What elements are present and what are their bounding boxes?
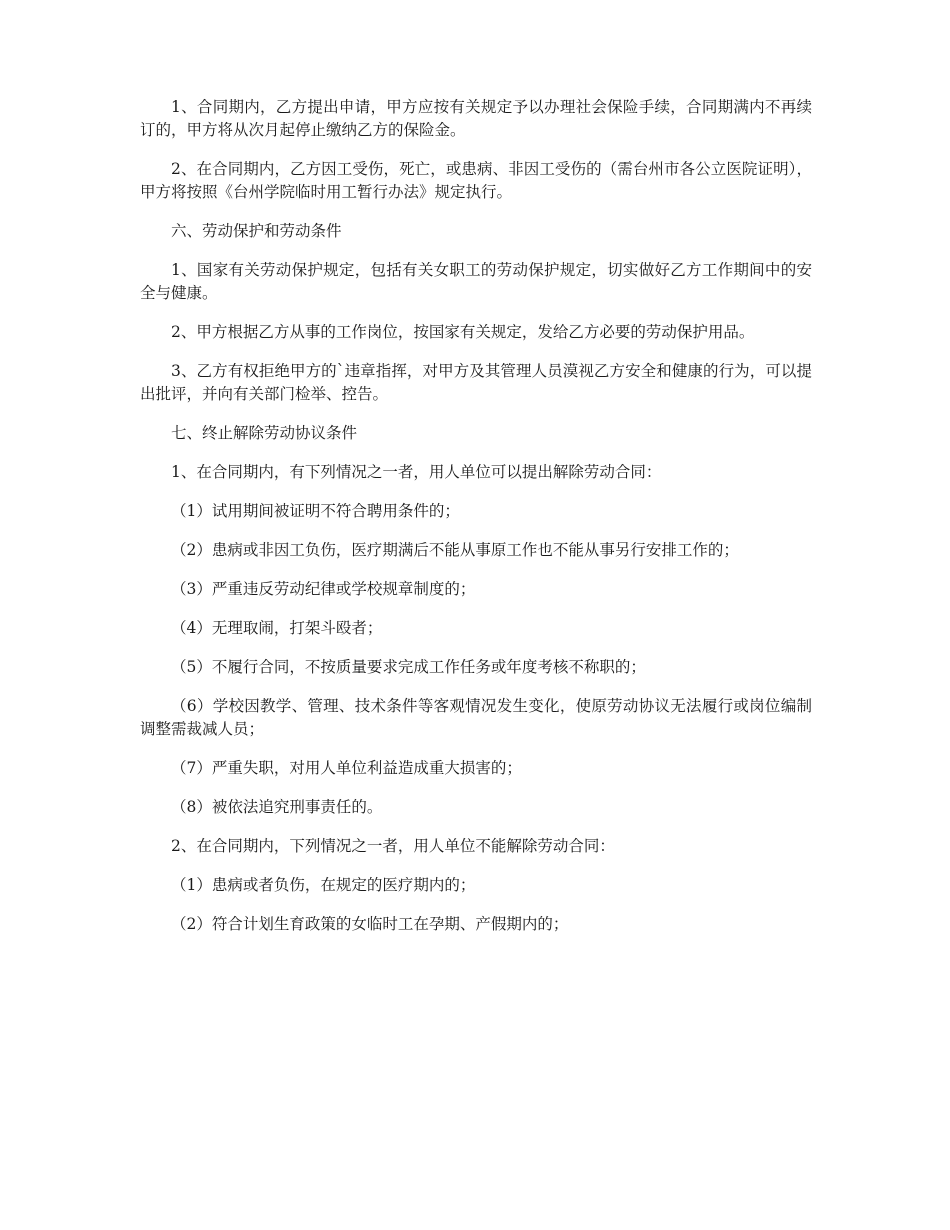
clause-7-1-item-8: （8）被依法追究刑事责任的。 — [171, 798, 383, 816]
clause-7-1-item-2: （2）患病或非因工负伤，医疗期满后不能从事原工作也不能从事另行安排工作的； — [171, 541, 739, 559]
document-body — [140, 96, 812, 952]
clause-7-2-item-2: （2）符合计划生育政策的女临时工在孕期、产假期内的； — [171, 915, 569, 933]
clause-7-1: 1、在合同期内，有下列情况之一者，用人单位可以提出解除劳动合同： — [171, 463, 662, 481]
section-heading-7: 七、终止解除劳动协议条件 — [171, 424, 358, 442]
clause-7-2: 2、在合同期内，下列情况之一者，用人单位不能解除劳动合同： — [171, 837, 615, 855]
section-heading-6: 六、劳动保护和劳动条件 — [171, 222, 342, 240]
clause-6-3: 3、乙方有权拒绝甲方的`违章指挥，对甲方及其管理人员漠视乙方安全和健康的行为，可以提出批评，并向有关部门检举、控告。 — [140, 362, 812, 403]
clause-7-1-item-7: （7）严重失职，对用人单位利益造成重大损害的； — [171, 759, 522, 777]
clause-5-2: 2、在合同期内，乙方因工受伤，死亡，或患病、非因工受伤的（需台州市各公立医院证明），甲方将按照《台州学院临时用工暂行办法》规定执行。 — [140, 160, 812, 201]
clause-7-1-item-4: （4）无理取闹，打架斗殴者； — [171, 619, 383, 637]
clause-7-2-item-1: （1）患病或者负伤，在规定的医疗期内的； — [171, 876, 476, 894]
clause-7-1-item-5: （5）不履行合同，不按质量要求完成工作任务或年度考核不称职的； — [171, 658, 646, 676]
clause-7-1-item-6: （6）学校因教学、管理、技术条件等客观情况发生变化，使原劳动协议无法履行或岗位编制调整需裁减人员； — [140, 697, 812, 738]
clause-7-1-item-3: （3）严重违反劳动纪律或学校规章制度的； — [171, 580, 476, 598]
clause-7-1-item-1: （1）试用期间被证明不符合聘用条件的； — [171, 502, 460, 520]
clause-5-1: 1、合同期内，乙方提出申请，甲方应按有关规定予以办理社会保险手续，合同期满内不再续订的，甲方将从次月起停止缴纳乙方的保险金。 — [140, 98, 812, 139]
clause-6-2: 2、甲方根据乙方从事的工作岗位，按国家有关规定，发给乙方必要的劳动保护用品。 — [171, 323, 755, 341]
clause-6-1: 1、国家有关劳动保护规定，包括有关女职工的劳动保护规定，切实做好乙方工作期间中的安全与健康。 — [140, 261, 812, 302]
